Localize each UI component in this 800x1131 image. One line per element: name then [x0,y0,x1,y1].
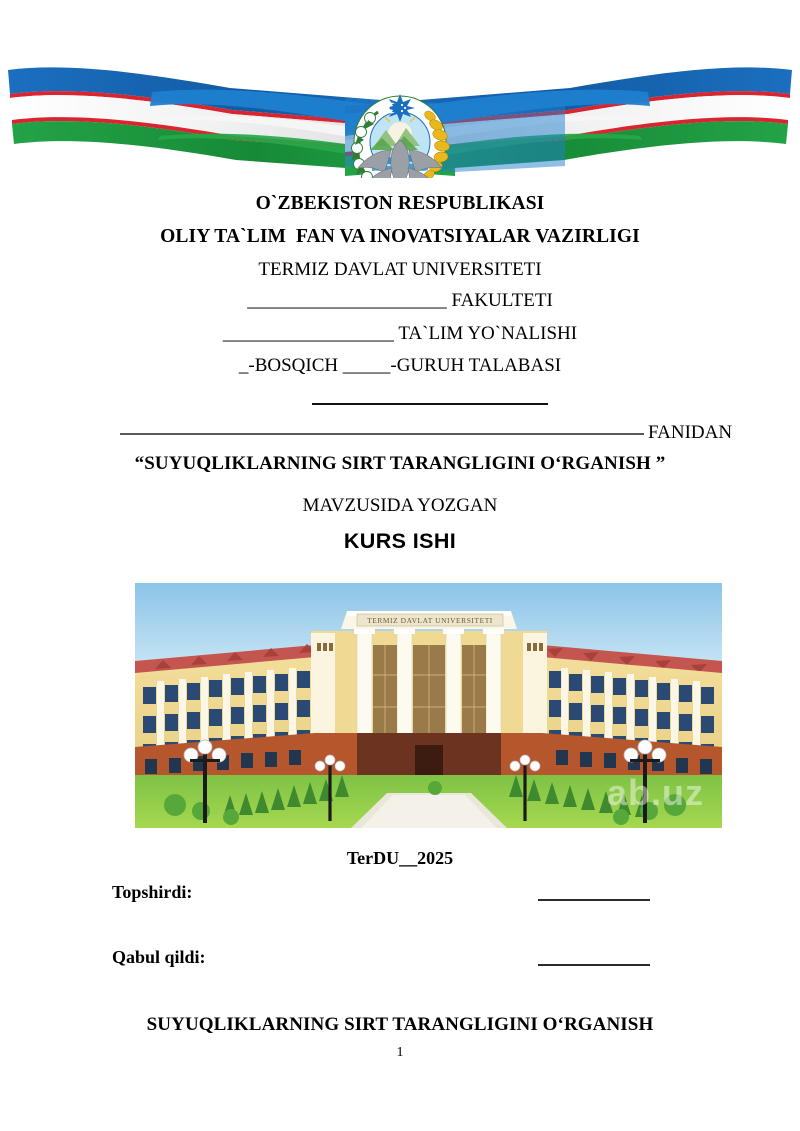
photo-watermark: ab.uz [607,772,705,813]
accepted-by-label: Qabul qildi: [112,947,206,967]
blank-rule-subject-top [312,403,548,405]
ministry-line-1: O`ZBEKISTON RESPUBLIKASI [255,193,545,214]
work-subtitle: MAVZUSIDA YOZGAN [302,495,498,516]
university-building-photo [135,583,722,828]
submitted-by-label: Topshirdi: [112,882,193,902]
work-type-label: KURS ISHI [343,529,457,553]
pediment-text: TERMIZ DAVLAT UNIVERSITETI [367,616,493,625]
course-group-line: _-BOSQICH _____-GURUH TALABASI [238,355,562,376]
subject-suffix-label: FANIDAN [648,422,733,443]
uzbekistan-flag-ribbon-emblem [0,48,800,178]
blank-rule-subject [120,433,644,435]
page-number: 1 [396,1045,404,1060]
university-name: TERMIZ DAVLAT UNIVERSITETI [258,259,542,280]
place-and-year: TerDU__2025 [346,848,454,868]
section-heading: SUYUQLIKLARNING SIRT TARANGLIGINI O‘RGANISH [146,1014,654,1035]
ministry-line-2: OLIY TA`LIM FAN VA INOVATSIYALAR VAZIRLIGI [160,226,640,247]
faculty-line: _____________________ FAKULTETI [247,290,553,311]
submitted-by-signature-line [538,899,650,901]
work-title: “SUYUQLIKLARNING SIRT TARANGLIGINI O‘RGANISH ” [134,453,666,474]
program-line: __________________ TA`LIM YO`NALISHI [222,323,578,344]
accepted-by-signature-line [538,964,650,966]
